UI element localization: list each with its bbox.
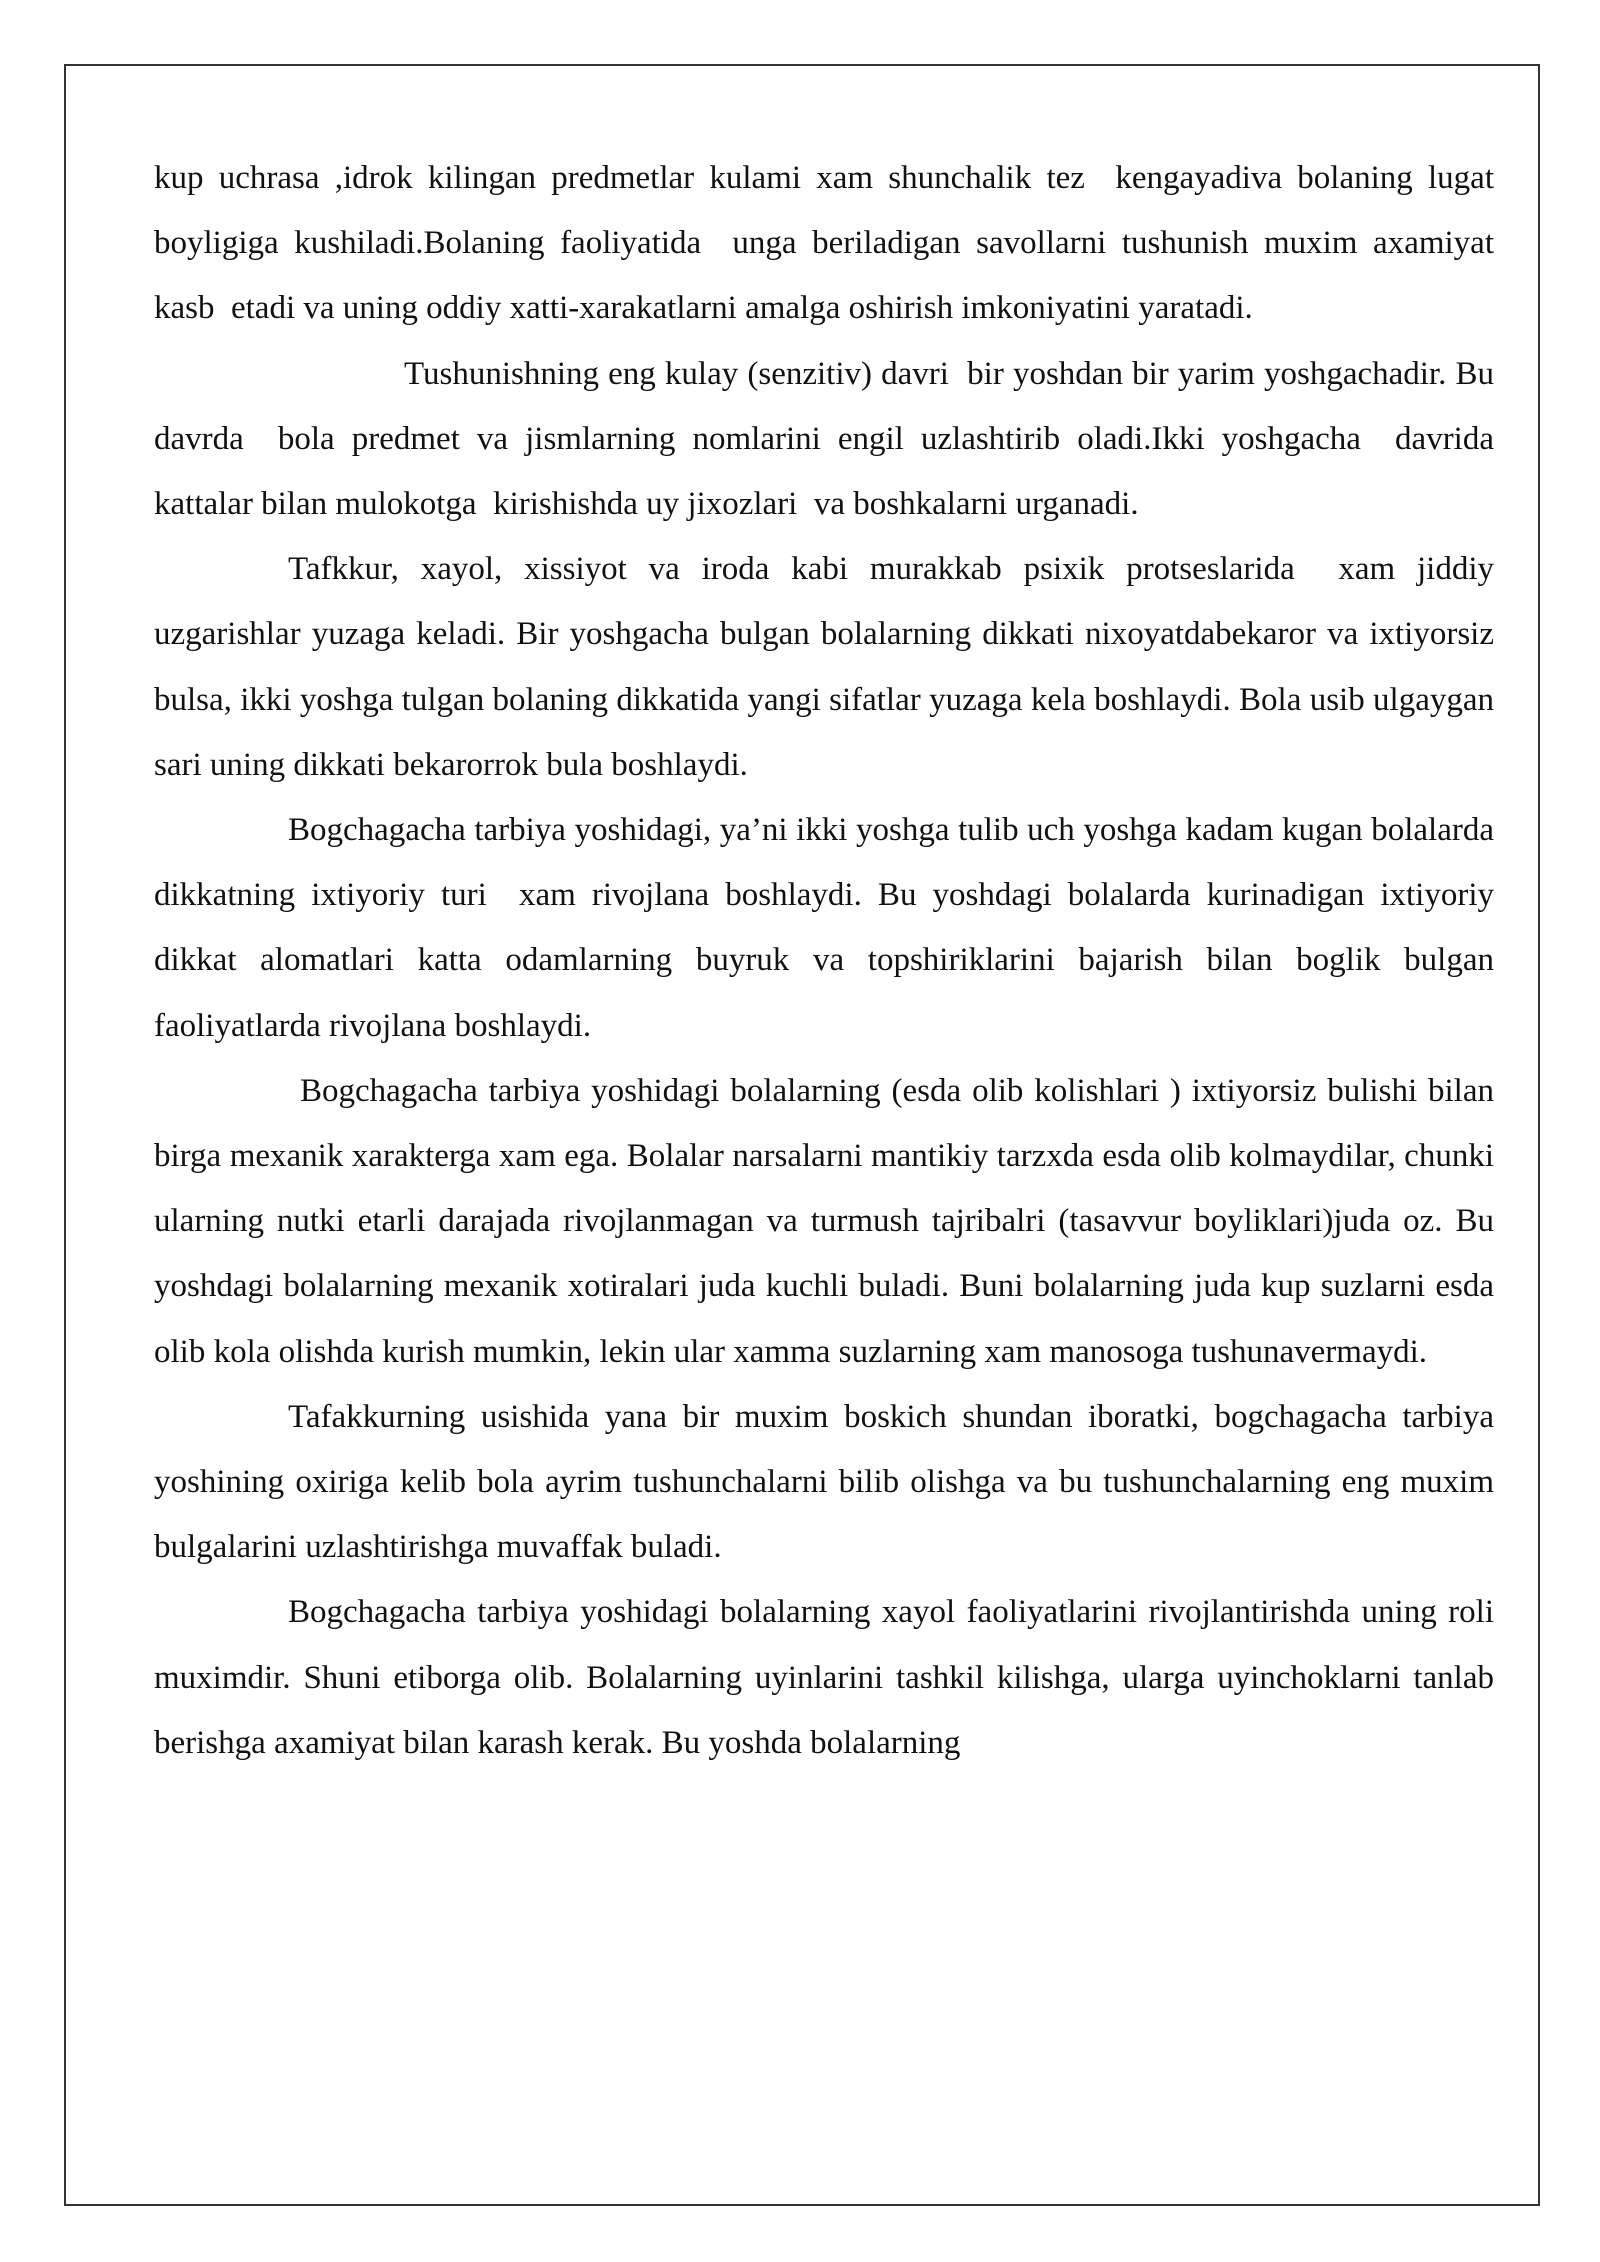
paragraph-5: Bogchagacha tarbiya yoshidagi bolalarning (esda olib kolishlari ) ixtiyorsiz bulishi bilan birga mexanik xarakterga xam ega. Bolalar narsalarni mantikiy tarzxda esda olib kolmaydilar, chunki ularning nutki etarli darajada rivojlanmagan va turmush tajribalri (tasavvur boyliklari)juda oz. Bu yoshdagi bolalarning mexanik xotiralari juda kuchli buladi. Buni bolalarning juda kup suzlarni esda olib kola olishda kurish mumkin, lekin ular xamma suzlarning xam manosoga tushunavermaydi. bbox=[154, 1072, 1503, 1370]
document-body bbox=[154, 146, 1511, 1776]
paragraph-1: kup uchrasa ,idrok kilingan predmetlar kulami xam shunchalik tez kengayadiva bolaning lugat boyligiga kushiladi.Bolaning faoliyatida unga beriladigan savollarni tushunish muxim axamiyat kasb etadi va uning oddiy xatti-xarakatlarni amalga oshirish imkoniyatini yaratadi. bbox=[154, 160, 1503, 327]
paragraph-6: Tafakkurning usishida yana bir muxim boskich shundan iboratki, bogchagacha tarbiya yoshining oxiriga kelib bola ayrim tushunchalarni bilib olishga va bu tushunchalarning eng muxim bulgalarini uzlashtirishga muvaffak buladi. bbox=[154, 1398, 1503, 1566]
paragraph-4: Bogchagacha tarbiya yoshidagi, ya’ni ikki yoshga tulib uch yoshga kadam kugan bolalarda dikkatning ixtiyoriy turi xam rivojlana boshlaydi. Bu yoshdagi bolalarda kurinadigan ixtiyoriy dikkat alomatlari katta odamlarning buyruk va topshiriklarini bajarish bilan boglik bulgan faoliyatlarda rivojlana boshlaydi. bbox=[154, 812, 1503, 1044]
paragraph-7: Bogchagacha tarbiya yoshidagi bolalarning xayol faoliyatlarini rivojlantirishda uning roli muximdir. Shuni etiborga olib. Bolalarning uyinlarini tashkil kilishga, ularga uyinchoklarni tanlab berishga axamiyat bilan karash kerak. Bu yoshda bolalarning bbox=[154, 1594, 1511, 1761]
paragraph-2: Tushunishning eng kulay (senzitiv) davri bir yoshdan bir yarim yoshgachadir. Bu davrda bola predmet va jismlarning nomlarini engil uzlashtirib oladi.Ikki yoshgacha davrida kattalar bilan mulokotga kirishishda uy jixozlari va boshkalarni urganadi. bbox=[154, 355, 1503, 523]
paragraph-3: Tafkkur, xayol, xissiyot va iroda kabi murakkab psixik protseslarida xam jiddiy uzgarishlar yuzaga keladi. Bir yoshgacha bulgan bolalarning dikkati nixoyatdabekaror va ixtiyorsiz bulsa, ikki yoshga tulgan bolaning dikkatida yangi sifatlar yuzaga kela boshlaydi. Bola usib ulgaygan sari uning dikkati bekarorrok bula boshlaydi. bbox=[154, 551, 1503, 783]
